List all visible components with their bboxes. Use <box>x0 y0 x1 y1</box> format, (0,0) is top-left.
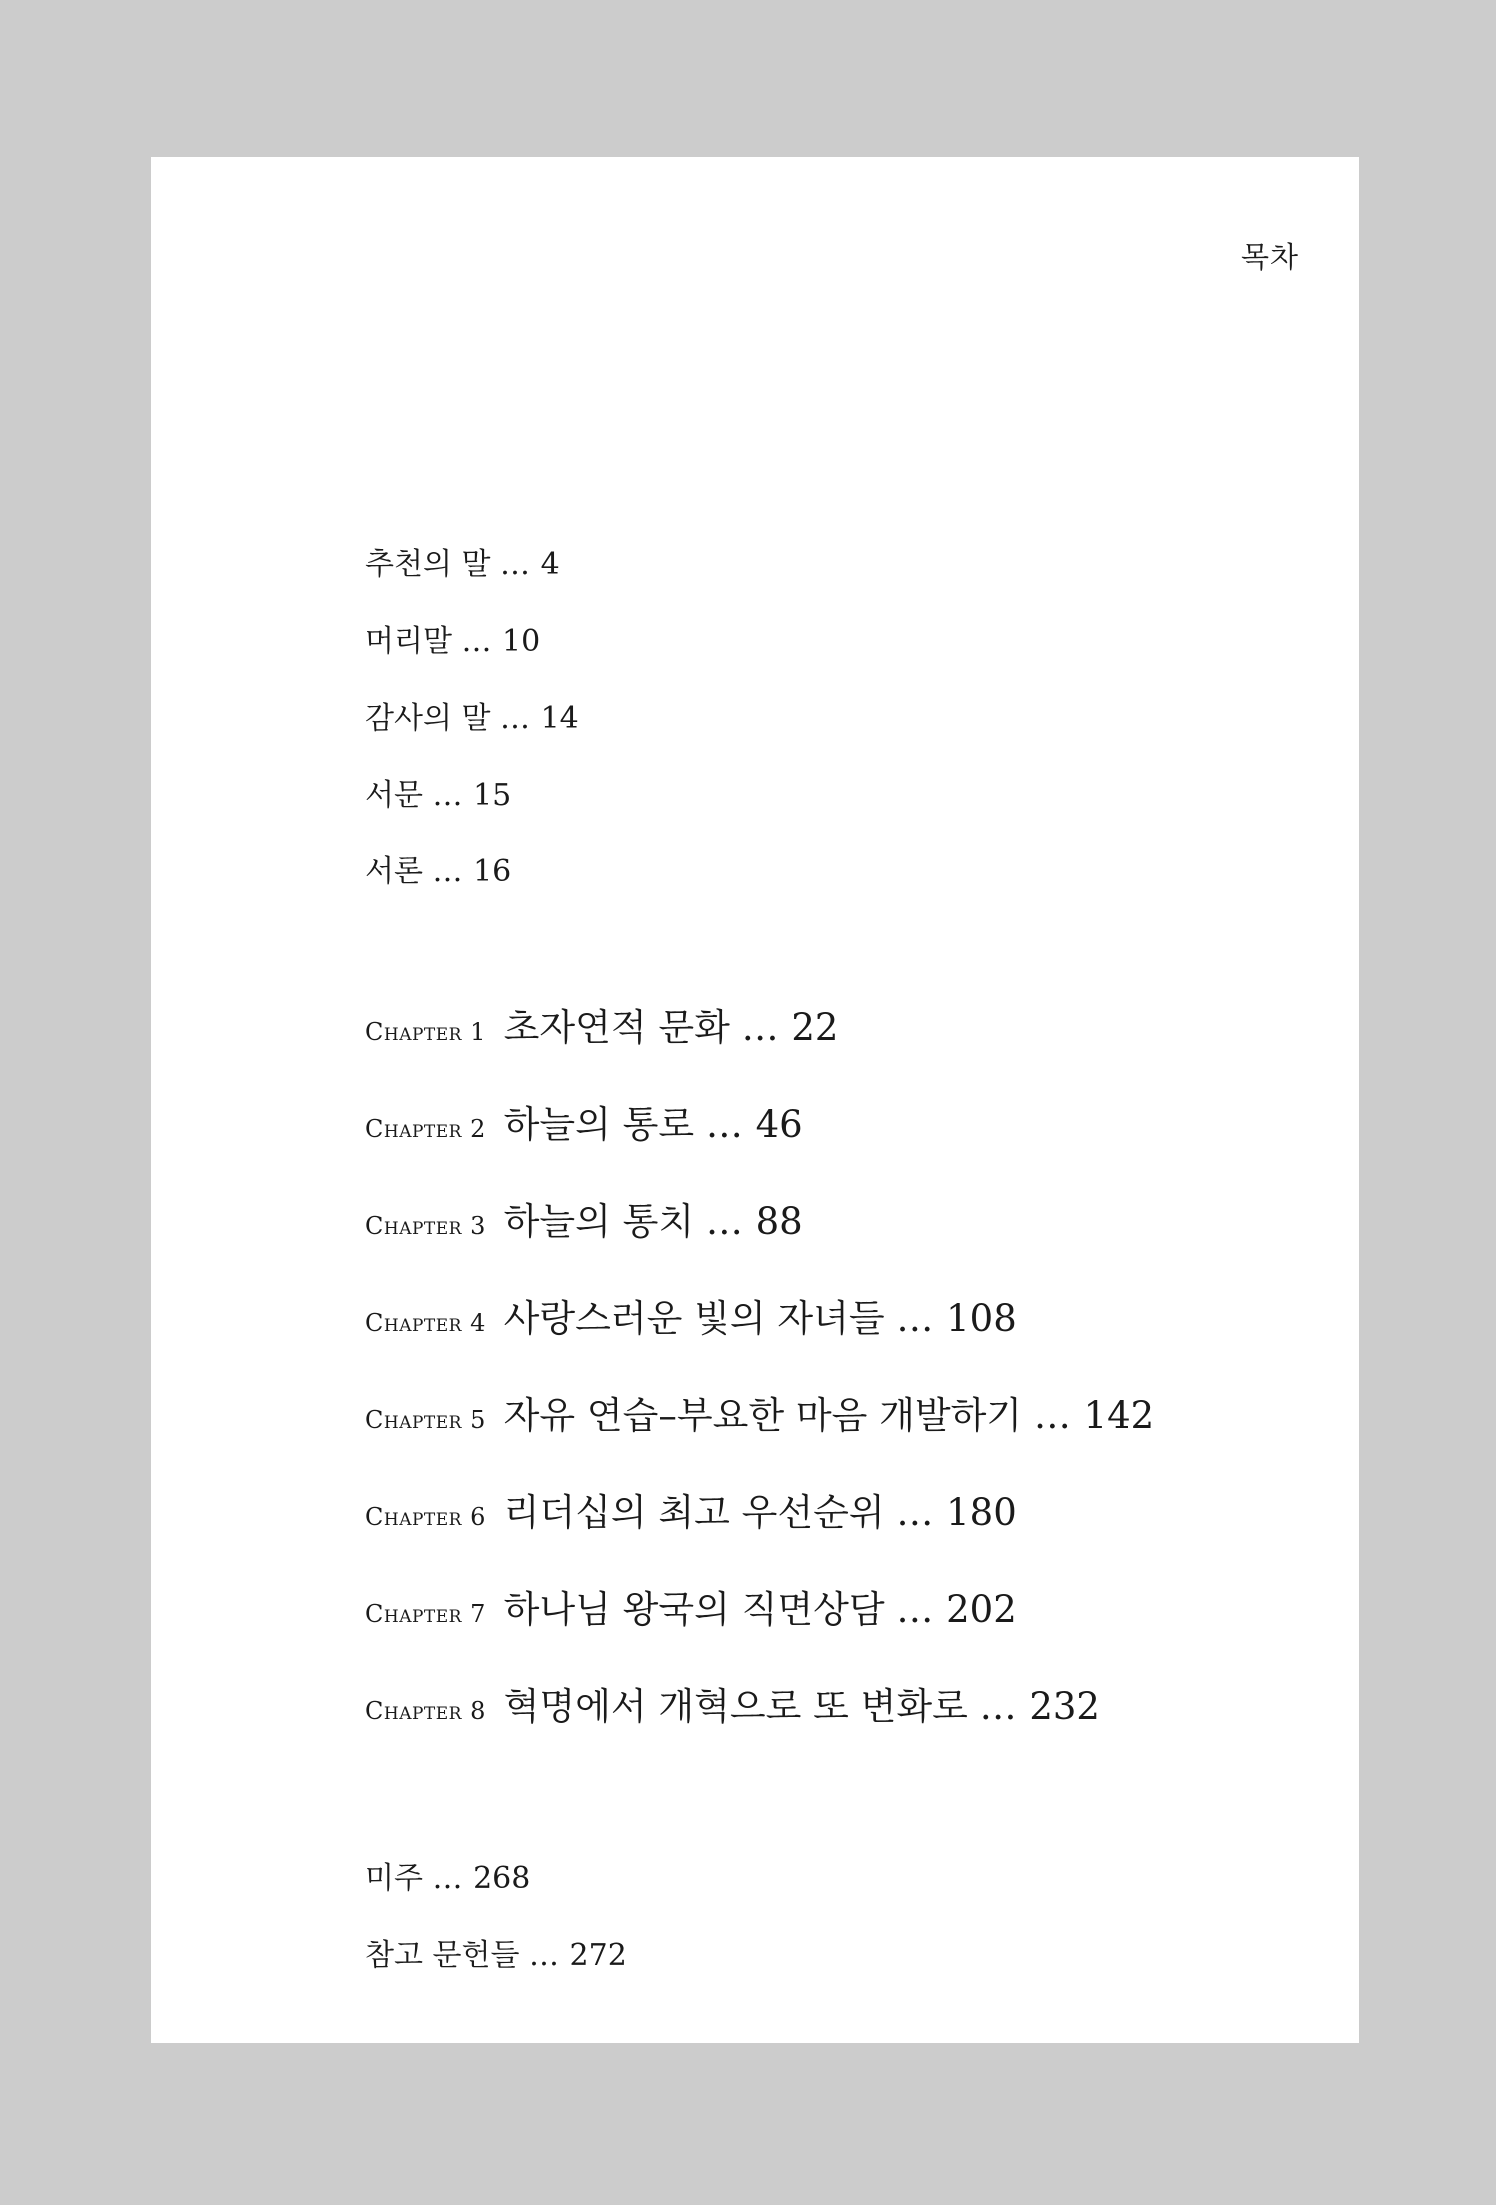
chapter-label: Chapter 7 <box>365 1600 486 1628</box>
entry-page: 180 <box>946 1491 1017 1534</box>
entry-leader: … <box>896 1588 935 1631</box>
entry-title: 혁명에서 개혁으로 또 변화로 <box>503 1685 968 1728</box>
entry-title: 사랑스러운 빛의 자녀들 <box>503 1297 885 1340</box>
entry-page: 232 <box>1029 1685 1100 1728</box>
toc-entry-chapter[interactable] <box>365 1588 1017 1631</box>
toc-entry-front[interactable] <box>365 624 541 659</box>
book-page <box>151 157 1359 2043</box>
entry-leader: … <box>705 1200 744 1243</box>
entry-page: 108 <box>946 1297 1017 1340</box>
entry-page: 202 <box>946 1588 1017 1631</box>
entry-title: 초자연적 문화 <box>503 1006 730 1049</box>
entry-leader: … <box>896 1297 935 1340</box>
toc-entry-back[interactable] <box>365 1861 531 1896</box>
entry-title: 미주 <box>365 1861 423 1896</box>
entry-page: 46 <box>755 1103 803 1146</box>
entry-leader: … <box>896 1491 935 1534</box>
chapter-label: Chapter 1 <box>365 1018 486 1046</box>
entry-title: 참고 문헌들 <box>365 1938 520 1973</box>
entry-leader: … <box>500 547 532 582</box>
entry-title: 추천의 말 <box>365 547 491 582</box>
entry-title: 서문 <box>365 778 423 813</box>
entry-page: 272 <box>569 1938 627 1973</box>
entry-leader: … <box>432 1861 464 1896</box>
entry-title: 리더십의 최고 우선순위 <box>503 1491 885 1534</box>
entry-title: 서론 <box>365 854 423 889</box>
entry-title: 하늘의 통치 <box>503 1200 695 1243</box>
entry-title: 자유 연습–부요한 마음 개발하기 <box>503 1394 1023 1437</box>
entry-page: 22 <box>791 1006 839 1049</box>
entry-leader: … <box>432 778 464 813</box>
entry-title: 하늘의 통로 <box>503 1103 695 1146</box>
entry-page: 268 <box>473 1861 531 1896</box>
toc-entry-front[interactable] <box>365 547 560 582</box>
toc-entry-chapter[interactable] <box>365 1006 839 1049</box>
chapter-label: Chapter 5 <box>365 1406 486 1434</box>
toc-entry-back[interactable] <box>365 1938 627 1973</box>
entry-leader: … <box>705 1103 744 1146</box>
toc-entry-chapter[interactable] <box>365 1685 1100 1728</box>
chapter-label: Chapter 6 <box>365 1503 486 1531</box>
entry-leader: … <box>1033 1394 1072 1437</box>
entry-leader: … <box>461 624 493 659</box>
entry-page: 16 <box>473 854 512 889</box>
toc-entry-chapter[interactable] <box>365 1103 803 1146</box>
toc-entry-front[interactable] <box>365 854 512 889</box>
entry-leader: … <box>500 701 532 736</box>
running-head: 목차 <box>1240 240 1299 274</box>
entry-page: 88 <box>755 1200 803 1243</box>
entry-page: 14 <box>540 701 579 736</box>
entry-title: 머리말 <box>365 624 452 659</box>
entry-page: 142 <box>1083 1394 1155 1437</box>
toc-entry-chapter[interactable] <box>365 1394 1155 1437</box>
entry-page: 10 <box>502 624 541 659</box>
entry-leader: … <box>979 1685 1018 1728</box>
chapter-label: Chapter 3 <box>365 1212 486 1240</box>
entry-leader: … <box>432 854 464 889</box>
entry-title: 하나님 왕국의 직면상담 <box>503 1588 885 1631</box>
chapter-label: Chapter 2 <box>365 1115 486 1143</box>
toc-entry-chapter[interactable] <box>365 1297 1017 1340</box>
entry-page: 15 <box>473 778 512 813</box>
toc-entry-chapter[interactable] <box>365 1200 803 1243</box>
entry-page: 4 <box>540 547 560 582</box>
chapter-label: Chapter 4 <box>365 1309 486 1337</box>
toc-entry-front[interactable] <box>365 778 512 813</box>
toc-entry-chapter[interactable] <box>365 1491 1017 1534</box>
entry-title: 감사의 말 <box>365 701 491 736</box>
entry-leader: … <box>528 1938 560 1973</box>
entry-leader: … <box>741 1006 780 1049</box>
chapter-label: Chapter 8 <box>365 1697 486 1725</box>
toc-entry-front[interactable] <box>365 701 579 736</box>
